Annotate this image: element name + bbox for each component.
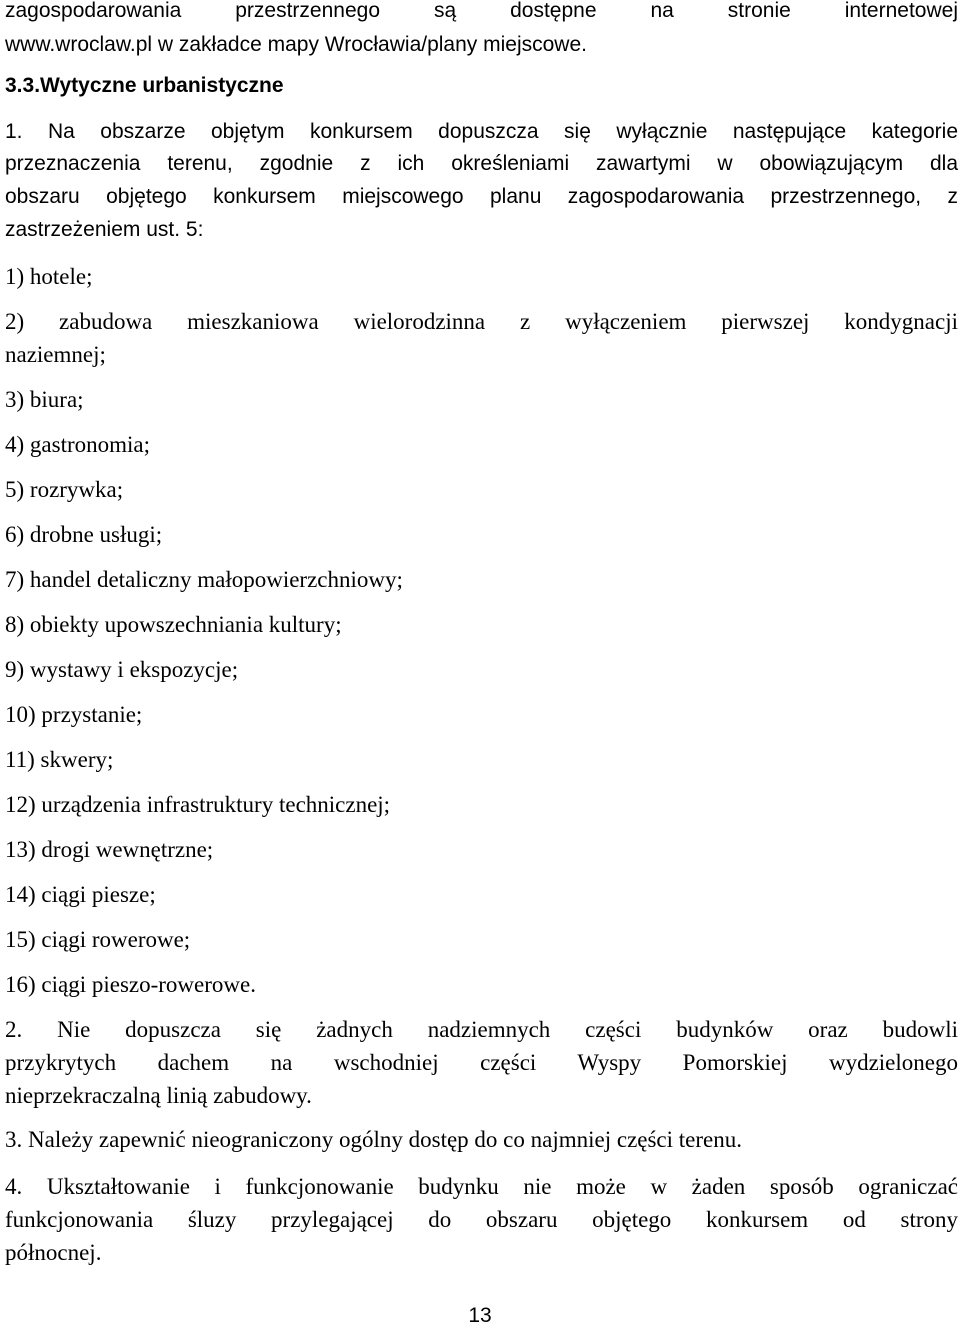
list-item-14: 14) ciągi piesze; <box>5 882 156 907</box>
list-item-7: 7) handel detaliczny małopowierzchniowy; <box>5 567 403 592</box>
list-item-4: 4) gastronomia; <box>5 432 150 457</box>
intro-line-2: www.wroclaw.pl w zakładce mapy Wrocławia/plany miejscowe. <box>5 33 587 56</box>
list-item-1: 1) hotele; <box>5 264 93 289</box>
list-item-11: 11) skwery; <box>5 747 114 772</box>
paragraph-1-line-4 <box>5 214 958 245</box>
list-item-12: 12) urządzenia infrastruktury technicznej; <box>5 792 391 817</box>
list-item-13: 13) drogi wewnętrzne; <box>5 837 214 862</box>
paragraph-4-line-2: funkcjonowania śluzy przylegającej do obszaru objętego konkursem od strony <box>5 1207 958 1232</box>
list-item-3: 3) biura; <box>5 387 84 412</box>
page-number: 13 <box>468 1304 492 1327</box>
paragraph-4-line-3: północnej. <box>5 1240 102 1265</box>
list-item-6: 6) drobne usługi; <box>5 522 163 547</box>
list-item-8: 8) obiekty upowszechniania kultury; <box>5 612 342 637</box>
paragraph-1-line-4-text: zastrzeżeniem ust. 5: <box>5 218 204 241</box>
intro-line-1: zagospodarowania przestrzennego są dostępne na stronie internetowej <box>5 0 958 22</box>
list-item-2-line-2: naziemnej; <box>5 342 106 367</box>
paragraph-2-line-2: przykrytych dachem na wschodniej części Wyspy Pomorskiej wydzielonego <box>5 1050 958 1075</box>
list-item-9: 9) wystawy i ekspozycje; <box>5 657 239 682</box>
paragraph-1-line-1: 1. Na obszarze objętym konkursem dopuszcza się wyłącznie następujące kategorie <box>5 120 958 143</box>
paragraph-4-line-1: 4. Ukształtowanie i funkcjonowanie budynku nie może w żaden sposób ograniczać <box>5 1174 958 1199</box>
list-item-16: 16) ciągi pieszo-rowerowe. <box>5 972 256 997</box>
list-item-15: 15) ciągi rowerowe; <box>5 927 191 952</box>
paragraph-1-line-2: przeznaczenia terenu, zgodnie z ich określeniami zawartymi w obowiązującym dla <box>5 152 958 175</box>
paragraph-1-line-3: obszaru objętego konkursem miejscowego planu zagospodarowania przestrzennego, z <box>5 185 958 208</box>
section-heading: 3.3.Wytyczne urbanistyczne <box>5 74 284 97</box>
list-item-5: 5) rozrywka; <box>5 477 124 502</box>
paragraph-2-line-3: nieprzekraczalną linią zabudowy. <box>5 1083 312 1108</box>
paragraph-2-line-1: 2. Nie dopuszcza się żadnych nadziemnych części budynków oraz budowli <box>5 1017 958 1042</box>
list-item-10: 10) przystanie; <box>5 702 143 727</box>
paragraph-3-line-1: 3. Należy zapewnić nieograniczony ogólny dostęp do co najmniej części terenu. <box>5 1127 742 1152</box>
list-item-2-line-1: 2) zabudowa mieszkaniowa wielorodzinna z wyłączeniem pierwszej kondygnacji <box>5 309 958 334</box>
